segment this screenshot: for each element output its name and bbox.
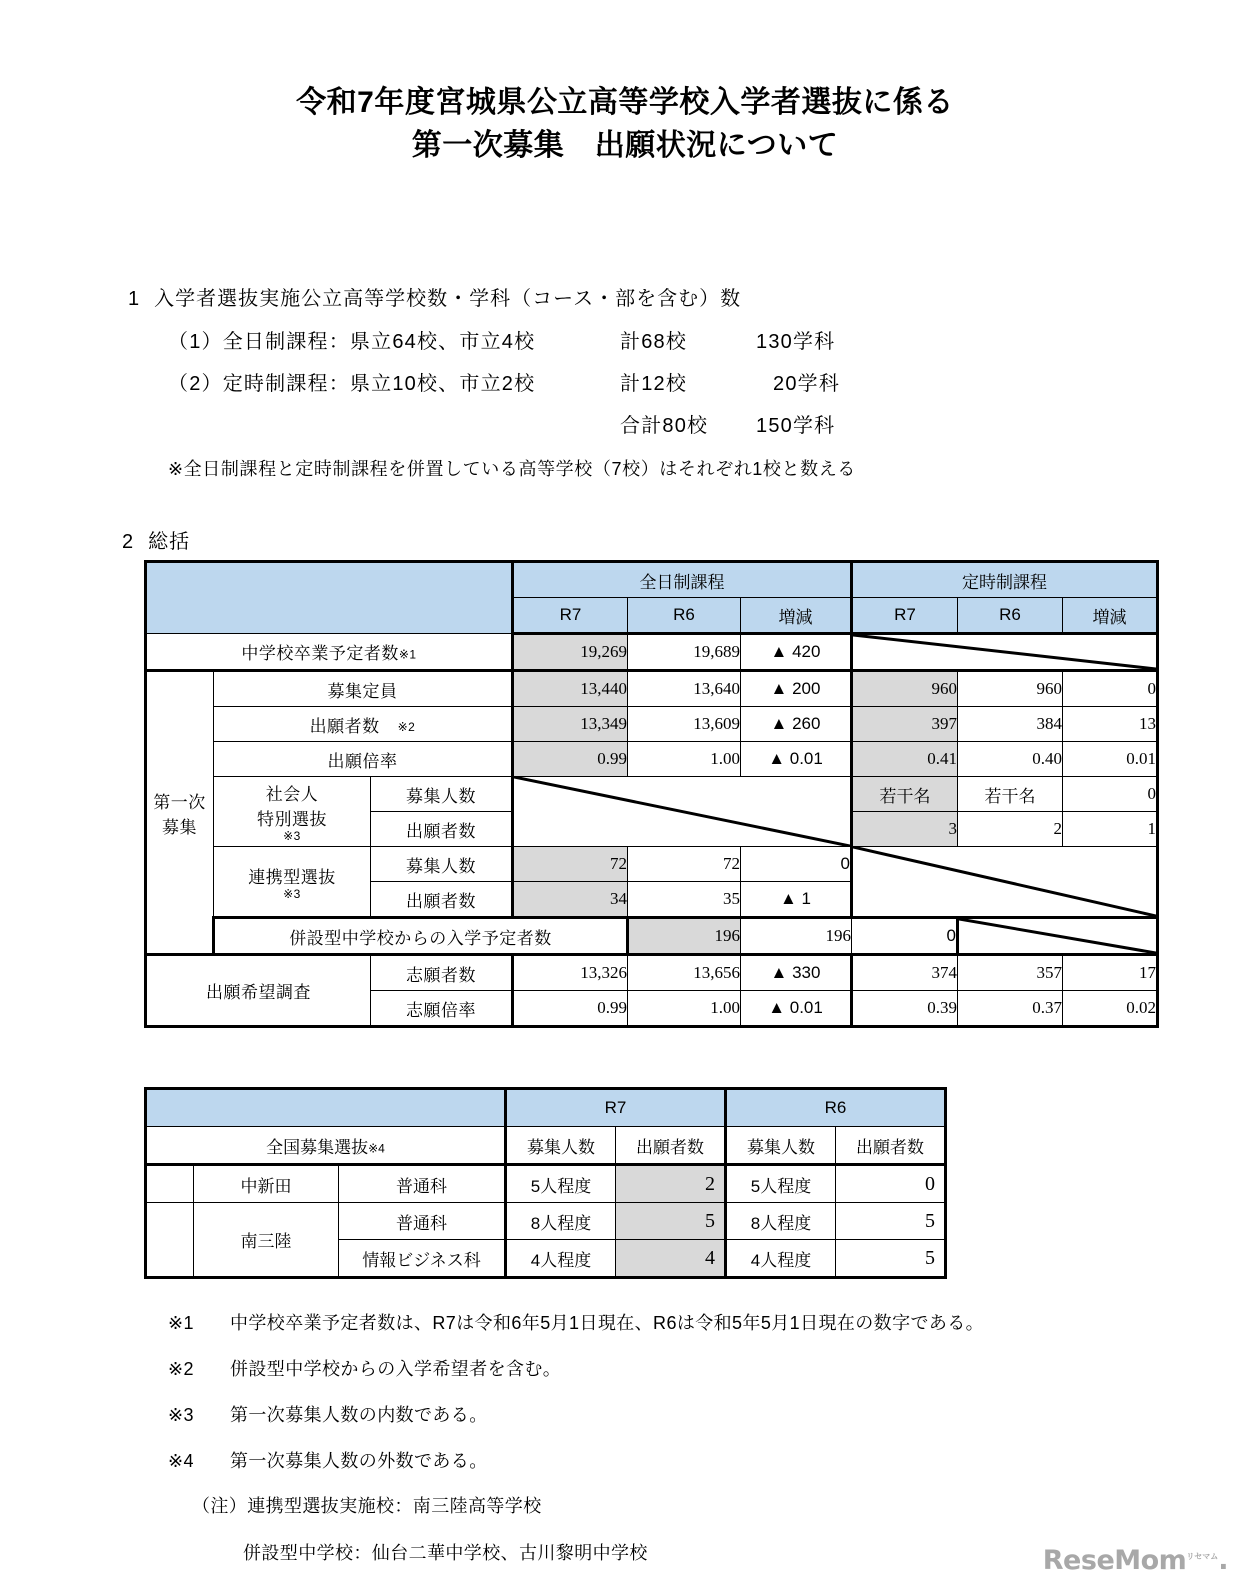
cell-affiliated-zen-r7: 196	[628, 918, 741, 955]
footnote-2-mark: ※2	[168, 1359, 194, 1379]
table-row-affiliated-jhs	[146, 918, 1158, 955]
note-affiliated-jhs: 併設型中学校：仙台二華中学校、古川黎明中学校	[243, 1543, 648, 1563]
cell-linked-apps-zen-r7: 34	[513, 882, 628, 918]
row-label-linked-quota: 募集人数	[371, 847, 513, 882]
cell-quota-tei-r7: 960	[852, 671, 958, 707]
t2-r7quota-nakaniida: 5人程度	[506, 1165, 616, 1203]
t2-header-r7: R7	[506, 1089, 726, 1127]
t2-title-national-selection	[146, 1127, 506, 1165]
cell-linked-apps-zen-diff: ▲ 1	[741, 882, 852, 918]
cell-graduates-zen-diff: ▲ 420	[741, 634, 852, 671]
row-label-applicants-sup: ※2	[397, 720, 416, 735]
table-row-quota	[146, 671, 1158, 707]
footnote-3-text: 第一次募集人数の内数である。	[230, 1405, 488, 1425]
footnote-4-text: 第一次募集人数の外数である。	[230, 1451, 488, 1471]
t2-r6apps-minamisanriku-futsu: 5	[836, 1203, 946, 1240]
diagonal-strike-icon	[853, 847, 1156, 916]
section1-row-zenjitsu-departments: 130学科	[756, 331, 836, 353]
title-line-2: 第一次募集 出願状況について	[411, 128, 839, 162]
t2-title-sup: ※4	[368, 1141, 385, 1156]
cell-applicants-tei-r7: 397	[852, 707, 958, 742]
t2-school-nakaniida: 中新田	[194, 1165, 339, 1203]
section1-total-schools: 合計80校	[620, 415, 709, 437]
cell-survey-ratio-zen-diff: ▲ 0.01	[741, 991, 852, 1027]
cell-applicants-zen-diff: ▲ 260	[741, 707, 852, 742]
section1-row-zenjitsu-schools: 計68校	[620, 331, 688, 353]
footnote-1-text: 中学校卒業予定者数は、R7は令和6年5月1日現在、R6は令和5年5月1日現在の数字である。	[230, 1313, 985, 1333]
section2-heading	[122, 525, 190, 554]
t2-course-minamisanriku-futsu: 普通科	[339, 1203, 506, 1240]
row-group-first-recruitment: 第一次募集	[146, 671, 214, 955]
table-header-group-row	[146, 562, 1158, 598]
t2-header-blank	[146, 1089, 506, 1127]
section1-total-departments: 150学科	[756, 415, 836, 437]
header-corner-blank	[146, 562, 513, 634]
footnote-2	[168, 1355, 561, 1381]
t2-r6quota-minamisanriku-joho: 4人程度	[726, 1240, 836, 1278]
diagonal-strike-icon	[959, 919, 1156, 953]
row-label-survey-ratio: 志願倍率	[371, 991, 513, 1027]
cell-graduates-zen-r6: 19,689	[628, 634, 741, 671]
t2-r6quota-nakaniida: 5人程度	[726, 1165, 836, 1203]
cell-quota-zen-diff: ▲ 200	[741, 671, 852, 707]
cell-ratio-zen-r7: 0.99	[513, 742, 628, 777]
t2-r7apps-minamisanriku-joho: 4	[616, 1240, 726, 1278]
cell-ratio-tei-diff: 0.01	[1063, 742, 1158, 777]
cell-survey-ratio-zen-r6: 1.00	[628, 991, 741, 1027]
t2-header-year-row	[146, 1089, 946, 1127]
t2-subheader-r6-apps: 出願者数	[836, 1127, 946, 1165]
row-group-adult-selection-sup: ※3	[283, 829, 301, 844]
cell-adult-quota-tei-r6: 若干名	[958, 777, 1063, 812]
row-group-application-survey: 出願希望調査	[146, 955, 371, 1027]
row-label-quota: 募集定員	[214, 671, 513, 707]
footnote-4	[168, 1447, 488, 1473]
national-recruitment-table	[144, 1087, 947, 1279]
title-line-1: 令和7年度宮城県公立高等学校入学者選抜に係る	[296, 86, 954, 119]
footnote-1-mark: ※1	[168, 1313, 194, 1333]
t2-r6apps-nakaniida: 0	[836, 1165, 946, 1203]
cell-linked-apps-zen-r6: 35	[628, 882, 741, 918]
cell-linked-quota-zen-diff: 0	[741, 847, 852, 882]
t2-r7quota-minamisanriku-futsu: 8人程度	[506, 1203, 616, 1240]
cell-ratio-zen-diff: ▲ 0.01	[741, 742, 852, 777]
t2-subheader-r7-apps: 出願者数	[616, 1127, 726, 1165]
section1-row-teijisei-schools: 計12校	[620, 373, 688, 395]
table-row-adult-quota	[146, 777, 1158, 812]
t2-spacer-cell-2	[146, 1203, 194, 1278]
watermark-sup: リセマム	[1186, 1552, 1219, 1561]
footnote-1	[168, 1309, 984, 1335]
table-row-survey-applicants	[146, 955, 1158, 991]
diagonal-strike-icon	[514, 777, 850, 846]
t2-r6apps-minamisanriku-joho: 5	[836, 1240, 946, 1278]
footnote-3-mark: ※3	[168, 1405, 194, 1425]
t2-header-sub-row	[146, 1127, 946, 1165]
row-label-affiliated-jhs: 併設型中学校からの入学予定者数	[214, 918, 628, 955]
cell-survey-apps-zen-r6: 13,656	[628, 955, 741, 991]
cell-survey-apps-tei-diff: 17	[1063, 955, 1158, 991]
cell-quota-zen-r6: 13,640	[628, 671, 741, 707]
row-group-linked-selection	[214, 847, 371, 918]
row-label-ratio: 出願倍率	[214, 742, 513, 777]
cell-linked-quota-zen-r6: 72	[628, 847, 741, 882]
cell-affiliated-zen-diff: 0	[852, 918, 958, 955]
note-linked-selection-school: （注）連携型選抜実施校：南三陸高等学校	[192, 1496, 542, 1516]
cell-adult-quota-tei-diff: 0	[1063, 777, 1158, 812]
section1-row-zenjitsu-label: （1）全日制課程：県立64校、市立4校	[168, 331, 536, 353]
t2-r7apps-minamisanriku-futsu: 5	[616, 1203, 726, 1240]
t2-subheader-r6-quota: 募集人数	[726, 1127, 836, 1165]
cell-survey-ratio-tei-diff: 0.02	[1063, 991, 1158, 1027]
t2-row-minamisanriku-futsu	[146, 1203, 946, 1240]
t2-spacer-cell-1	[146, 1165, 194, 1203]
cell-survey-ratio-zen-r7: 0.99	[513, 991, 628, 1027]
row-label-survey-applicants: 志願者数	[371, 955, 513, 991]
row-group-adult-selection-text: 社会人 特別選抜	[257, 785, 327, 830]
cell-applicants-zen-r7: 13,349	[513, 707, 628, 742]
row-label-applicants	[214, 707, 513, 742]
row-label-adult-applicants: 出願者数	[371, 812, 513, 847]
page-title	[0, 82, 1250, 167]
resemom-watermark	[1043, 1545, 1228, 1576]
header-zen-r6: R6	[628, 598, 741, 634]
cell-adult-zenjitsu-na	[513, 777, 852, 847]
watermark-dot: .	[1218, 1545, 1228, 1576]
cell-graduates-teijisei-na	[852, 634, 1158, 671]
section1-row-teijisei-departments: 20学科	[773, 373, 841, 395]
t2-row-nakaniida	[146, 1165, 946, 1203]
cell-quota-zen-r7: 13,440	[513, 671, 628, 707]
footnote-3	[168, 1401, 488, 1427]
row-group-linked-selection-text: 連携型選抜	[248, 867, 336, 887]
cell-survey-ratio-tei-r7: 0.39	[852, 991, 958, 1027]
table-row-graduates	[146, 634, 1158, 671]
cell-quota-tei-r6: 960	[958, 671, 1063, 707]
t2-r7quota-minamisanriku-joho: 4人程度	[506, 1240, 616, 1278]
summary-table	[144, 560, 1159, 1028]
row-group-linked-selection-sup: ※3	[283, 886, 301, 901]
t2-r6quota-minamisanriku-futsu: 8人程度	[726, 1203, 836, 1240]
cell-quota-tei-diff: 0	[1063, 671, 1158, 707]
t2-header-r6: R6	[726, 1089, 946, 1127]
t2-school-minamisanriku: 南三陸	[194, 1203, 339, 1278]
t2-subheader-r7-quota: 募集人数	[506, 1127, 616, 1165]
t2-course-nakaniida: 普通科	[339, 1165, 506, 1203]
cell-adult-apps-tei-r6: 2	[958, 812, 1063, 847]
cell-graduates-zen-r7: 19,269	[513, 634, 628, 671]
cell-survey-apps-zen-r7: 13,326	[513, 955, 628, 991]
header-tei-r7: R7	[852, 598, 958, 634]
cell-ratio-zen-r6: 1.00	[628, 742, 741, 777]
table-row-applicants	[146, 707, 1158, 742]
section1-heading-text: 入学者選抜実施公立高等学校数・学科（コース・部を含む）数	[154, 288, 742, 310]
cell-survey-apps-tei-r7: 374	[852, 955, 958, 991]
header-tei-r6: R6	[958, 598, 1063, 634]
t2-r7apps-nakaniida: 2	[616, 1165, 726, 1203]
section1-number: 1	[128, 288, 141, 310]
document-page	[0, 82, 1250, 1594]
cell-survey-ratio-tei-r6: 0.37	[958, 991, 1063, 1027]
cell-ratio-tei-r6: 0.40	[958, 742, 1063, 777]
row-label-applicants-text: 出願者数	[309, 716, 380, 736]
section1-note: ※全日制課程と定時制課程を併置している高等学校（7校）はそれぞれ1校と数える	[168, 459, 856, 479]
row-label-adult-quota: 募集人数	[371, 777, 513, 812]
section1-heading	[128, 282, 741, 311]
section1-row-teijisei-label: （2）定時制課程：県立10校、市立2校	[168, 373, 536, 395]
footnote-4-mark: ※4	[168, 1451, 194, 1471]
cell-adult-apps-tei-r7: 3	[852, 812, 958, 847]
t2-course-minamisanriku-joho: 情報ビジネス科	[339, 1240, 506, 1278]
table-row-linked-quota	[146, 847, 1158, 882]
cell-applicants-zen-r6: 13,609	[628, 707, 741, 742]
cell-linked-teijisei-na	[852, 847, 1158, 918]
header-zen-zogen: 増減	[741, 598, 852, 634]
footnote-2-text: 併設型中学校からの入学希望者を含む。	[230, 1359, 562, 1379]
diagonal-strike-icon	[853, 635, 1156, 669]
row-group-adult-selection	[214, 777, 371, 847]
cell-adult-quota-tei-r7: 若干名	[852, 777, 958, 812]
header-group-zenjitsu: 全日制課程	[513, 562, 852, 598]
cell-survey-apps-zen-diff: ▲ 330	[741, 955, 852, 991]
cell-ratio-tei-r7: 0.41	[852, 742, 958, 777]
cell-applicants-tei-diff: 13	[1063, 707, 1158, 742]
cell-affiliated-zen-r6: 196	[741, 918, 852, 955]
cell-adult-apps-tei-diff: 1	[1063, 812, 1158, 847]
cell-affiliated-teijisei-na	[958, 918, 1158, 955]
row-label-graduates-sup: ※1	[398, 647, 417, 662]
cell-survey-apps-tei-r6: 357	[958, 955, 1063, 991]
cell-applicants-tei-r6: 384	[958, 707, 1063, 742]
row-label-graduates-text: 中学校卒業予定者数	[241, 644, 399, 663]
watermark-text: ReseMom	[1042, 1545, 1187, 1576]
table-row-ratio	[146, 742, 1158, 777]
header-tei-zogen: 増減	[1063, 598, 1158, 634]
cell-linked-quota-zen-r7: 72	[513, 847, 628, 882]
row-label-graduates	[146, 634, 513, 671]
section2-heading-text: 総括	[148, 531, 191, 553]
section2-number: 2	[122, 531, 135, 553]
section1-row-teijisei	[168, 367, 841, 396]
section1-row-zenjitsu	[168, 325, 836, 354]
t2-title-text: 全国募集選抜	[266, 1137, 369, 1157]
row-label-linked-applicants: 出願者数	[371, 882, 513, 918]
header-zen-r7: R7	[513, 598, 628, 634]
header-group-teijisei: 定時制課程	[852, 562, 1158, 598]
